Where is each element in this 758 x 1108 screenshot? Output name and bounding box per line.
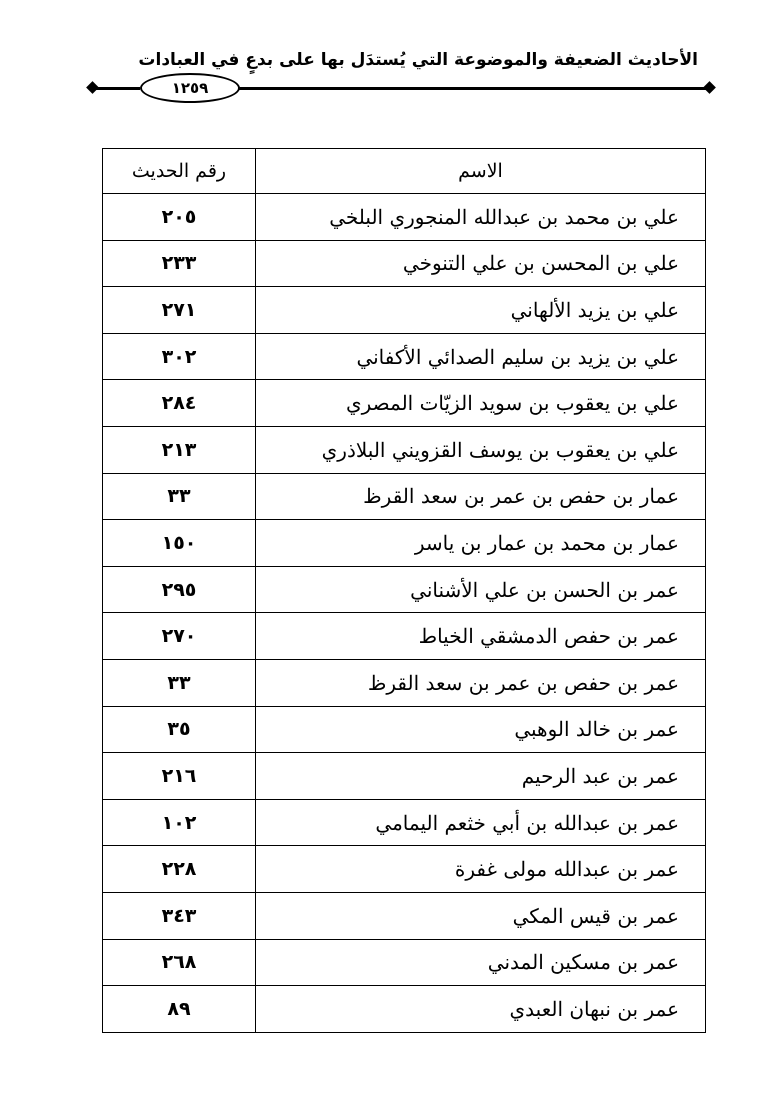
hadith-number: ٣٤٣ — [103, 892, 256, 939]
narrator-name: عمر بن عبدالله بن أبي خثعم اليمامي — [256, 799, 706, 846]
hadith-number: ٢٣٣ — [103, 240, 256, 287]
narrator-name: علي بن المحسن بن علي التنوخي — [256, 240, 706, 287]
narrator-name: عمر بن عبدالله مولى غفرة — [256, 846, 706, 893]
table-row — [103, 846, 706, 893]
table-row — [103, 240, 706, 287]
hadith-number: ٣٠٢ — [103, 333, 256, 380]
table-row — [103, 566, 706, 613]
header-rule-right — [238, 87, 706, 90]
page-number: ١٢٥٩ — [140, 73, 240, 103]
page-header-title: الأحاديث الضعيفة والموضوعة التي يُستدَل بها على بدعٍ في العبادات — [138, 50, 698, 70]
narrator-name: عمر بن حفص الدمشقي الخياط — [256, 613, 706, 660]
table-row — [103, 986, 706, 1033]
table-row — [103, 426, 706, 473]
table-header-row — [103, 149, 706, 194]
narrator-name: علي بن يعقوب بن يوسف القزويني البلاذري — [256, 426, 706, 473]
hadith-number: ٢٧٠ — [103, 613, 256, 660]
hadith-number: ٣٣ — [103, 659, 256, 706]
narrator-name: عمر بن الحسن بن علي الأشناني — [256, 566, 706, 613]
narrator-name: عمار بن محمد بن عمار بن ياسر — [256, 520, 706, 567]
table-row — [103, 333, 706, 380]
table-row — [103, 706, 706, 753]
narrator-name: عمر بن عبد الرحيم — [256, 753, 706, 800]
hadith-number: ٣٣ — [103, 473, 256, 520]
hadith-number: ٢١٣ — [103, 426, 256, 473]
table-row — [103, 473, 706, 520]
hadith-number: ٨٩ — [103, 986, 256, 1033]
hadith-number: ٢٧١ — [103, 287, 256, 334]
narrator-name: عمر بن قيس المكي — [256, 892, 706, 939]
narrator-name: علي بن محمد بن عبدالله المنجوري البلخي — [256, 194, 706, 241]
table-row — [103, 380, 706, 427]
table-row — [103, 613, 706, 660]
diamond-ornament-left — [86, 81, 99, 94]
diamond-ornament-right — [703, 81, 716, 94]
column-header-name: الاسم — [256, 149, 706, 194]
hadith-number: ٢٠٥ — [103, 194, 256, 241]
hadith-number: ٢١٦ — [103, 753, 256, 800]
narrator-name: علي بن يزيد بن سليم الصدائي الأكفاني — [256, 333, 706, 380]
hadith-number: ٢٦٨ — [103, 939, 256, 986]
hadith-number: ٣٥ — [103, 706, 256, 753]
narrator-name: عمر بن نبهان العبدي — [256, 986, 706, 1033]
narrator-name: علي بن يعقوب بن سويد الزيّات المصري — [256, 380, 706, 427]
table-row — [103, 753, 706, 800]
table-row — [103, 799, 706, 846]
table-row — [103, 892, 706, 939]
header-rule-left — [94, 87, 140, 90]
table-row — [103, 939, 706, 986]
table-row — [103, 659, 706, 706]
hadith-number: ٢٨٤ — [103, 380, 256, 427]
narrator-name: عمر بن حفص بن عمر بن سعد القرظ — [256, 659, 706, 706]
narrator-name: عمار بن حفص بن عمر بن سعد القرظ — [256, 473, 706, 520]
table-row — [103, 287, 706, 334]
narrator-name: عمر بن خالد الوهبي — [256, 706, 706, 753]
narrator-name: علي بن يزيد الألهاني — [256, 287, 706, 334]
narrators-index-table — [102, 148, 706, 1033]
hadith-number: ٢٢٨ — [103, 846, 256, 893]
narrator-name: عمر بن مسكين المدني — [256, 939, 706, 986]
column-header-number: رقم الحديث — [103, 149, 256, 194]
hadith-number: ١٥٠ — [103, 520, 256, 567]
hadith-number: ٢٩٥ — [103, 566, 256, 613]
hadith-number: ١٠٢ — [103, 799, 256, 846]
table-row — [103, 194, 706, 241]
table-body — [103, 194, 706, 1033]
table-row — [103, 520, 706, 567]
